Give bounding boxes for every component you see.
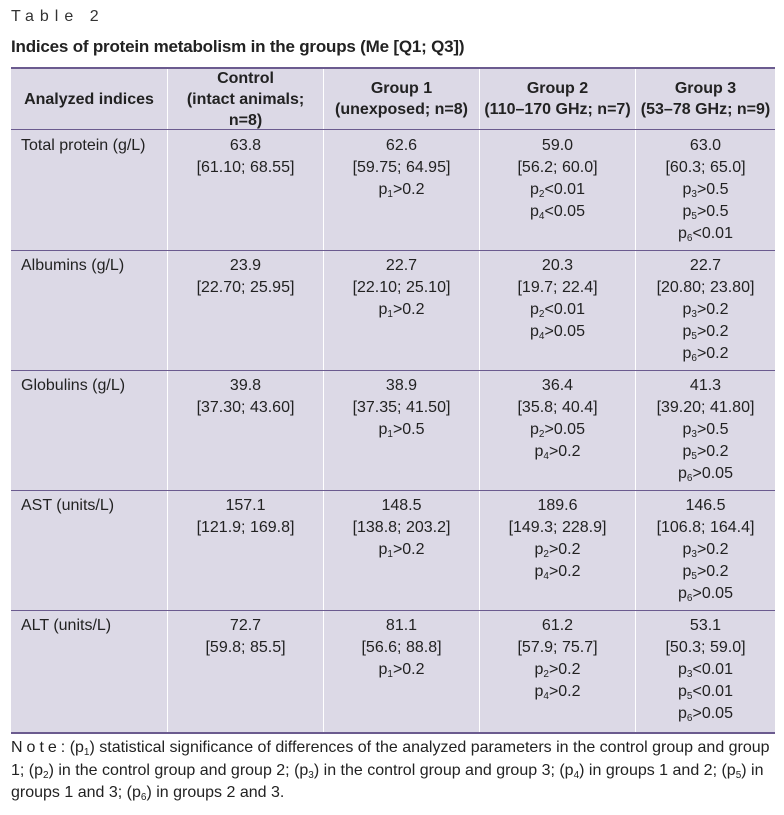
quartile-range: [149.3; 228.9]	[508, 519, 607, 536]
header-line: Group 1	[370, 80, 433, 97]
p-value: $p_3>0.2$	[682, 541, 729, 560]
header-line: (110–170 GHz; n=7)	[484, 101, 631, 118]
quartile-range: [39.20; 41.80]	[656, 399, 755, 416]
quartile-range: [37.35; 41.50]	[352, 399, 451, 416]
p-value: $p_5>0.2$	[682, 443, 729, 462]
header-line: Group 3	[674, 80, 737, 97]
median-value: 72.7	[229, 617, 262, 634]
p-value: $p_1>0.2$	[378, 661, 425, 680]
quartile-range: [20.80; 23.80]	[656, 279, 755, 296]
note-lead: Note	[11, 739, 61, 756]
median-value: 39.8	[229, 377, 262, 394]
p-value: $p_3<0.01$	[678, 661, 733, 680]
control-cell	[168, 495, 323, 539]
group3-cell	[636, 255, 775, 365]
control-cell	[168, 255, 323, 299]
p-value: $p_1>0.5$	[378, 421, 425, 440]
p-value: $p_2>0.2$	[534, 541, 581, 560]
group1-cell	[324, 255, 479, 321]
median-value: 189.6	[537, 497, 578, 514]
group2-cell	[480, 615, 635, 703]
group1-cell	[324, 615, 479, 681]
quartile-range: [59.75; 64.95]	[352, 159, 451, 176]
median-value: 81.1	[385, 617, 418, 634]
table-row	[11, 250, 775, 370]
quartile-range: [121.9; 169.8]	[196, 519, 295, 536]
header-group-3	[636, 69, 775, 129]
quartile-range: [37.30; 43.60]	[196, 399, 295, 416]
quartile-range: [59.8; 85.5]	[205, 639, 286, 656]
header-line: Control	[217, 69, 274, 87]
p-value: $p_2>0.2$	[534, 661, 581, 680]
p-value: $p_4>0.2$	[534, 563, 581, 582]
header-group-1	[324, 69, 479, 129]
group1-cell	[324, 495, 479, 561]
row-label: AST (units/L)	[21, 497, 115, 514]
group2-cell	[480, 375, 635, 463]
table-row	[11, 610, 775, 730]
table-row	[11, 130, 775, 250]
quartile-range: [19.7; 22.4]	[517, 279, 598, 296]
group2-cell	[480, 255, 635, 343]
p-value: $p_2>0.05$	[530, 421, 585, 440]
p-value: $p_5>0.5$	[682, 203, 729, 222]
control-cell	[168, 135, 323, 179]
p-value: $p_6>0.2$	[682, 345, 729, 364]
header-analyzed-indices	[11, 69, 167, 129]
median-value: 146.5	[685, 497, 726, 514]
p-value: $p_1>0.2$	[378, 181, 425, 200]
group3-cell	[636, 615, 775, 725]
group1-cell	[324, 375, 479, 441]
median-value: 53.1	[689, 617, 722, 634]
p-value: $p_1>0.2$	[378, 301, 425, 320]
header-control	[168, 69, 323, 129]
group3-cell	[636, 375, 775, 485]
p-value: $p_4>0.05$	[530, 323, 585, 342]
p-value: $p_6>0.05$	[678, 585, 733, 604]
control-cell	[168, 615, 323, 659]
header-line: (53–78 GHz; n=9)	[640, 101, 771, 118]
header-line: Group 2	[526, 80, 589, 97]
p-value: $p_2<0.01$	[530, 301, 585, 320]
median-value: 20.3	[541, 257, 574, 274]
header-line: (intact animals; n=8)	[186, 90, 305, 129]
table-note: Note: $(p_1)$ statistical significance of differences of the analyzed parameters in the control group and group 1; $(p_2)$ in the control group and group 2; $(p_3)$ in the control group and group 3; $(p_4)$ in groups 1 and 2; $(p_5)$ in groups 1 and 3; $(p_6)$ in groups 2 and 3.	[11, 739, 770, 803]
table-title: Indices of protein metabolism in the groups (Me [Q1; Q3])	[11, 37, 465, 56]
median-value: 61.2	[541, 617, 574, 634]
group3-cell	[636, 135, 775, 245]
header-group-2	[480, 69, 635, 129]
row-label: Total protein (g/L)	[21, 137, 146, 154]
p-value: $p_3>0.5$	[682, 181, 729, 200]
row-label: ALT (units/L)	[21, 617, 112, 634]
table-row	[11, 370, 775, 490]
median-value: 23.9	[229, 257, 262, 274]
table-row	[11, 490, 775, 610]
group3-cell	[636, 495, 775, 605]
median-value: 59.0	[541, 137, 574, 154]
row-label: Albumins (g/L)	[21, 257, 125, 274]
median-value: 63.0	[689, 137, 722, 154]
p-value: $p_5>0.2$	[682, 323, 729, 342]
table-label: Table 2	[11, 8, 105, 25]
median-value: 63.8	[229, 137, 262, 154]
median-value: 36.4	[541, 377, 574, 394]
p-value: $p_5>0.2$	[682, 563, 729, 582]
p-value: $p_4>0.2$	[534, 683, 581, 702]
median-value: 38.9	[385, 377, 418, 394]
quartile-range: [35.8; 40.4]	[517, 399, 598, 416]
p-value: $p_6>0.05$	[678, 705, 733, 724]
row-label: Globulins (g/L)	[21, 377, 126, 394]
header-line: Analyzed indices	[24, 90, 154, 108]
quartile-range: [22.10; 25.10]	[352, 279, 451, 296]
group2-cell	[480, 135, 635, 223]
quartile-range: [60.3; 65.0]	[665, 159, 746, 176]
group1-cell	[324, 135, 479, 201]
quartile-range: [56.2; 60.0]	[517, 159, 598, 176]
quartile-range: [22.70; 25.95]	[196, 279, 295, 296]
control-cell	[168, 375, 323, 419]
median-value: 22.7	[385, 257, 418, 274]
median-value: 22.7	[689, 257, 722, 274]
p-value: $p_4<0.05$	[530, 203, 585, 222]
quartile-range: [61.10; 68.55]	[196, 159, 295, 176]
quartile-range: [138.8; 203.2]	[352, 519, 451, 536]
median-value: 62.6	[385, 137, 418, 154]
group2-cell	[480, 495, 635, 583]
quartile-range: [50.3; 59.0]	[665, 639, 746, 656]
p-value: $p_5<0.01$	[678, 683, 733, 702]
p-value: $p_3>0.2$	[682, 301, 729, 320]
quartile-range: [106.8; 164.4]	[656, 519, 755, 536]
median-value: 157.1	[225, 497, 266, 514]
header-line: (unexposed; n=8)	[335, 101, 468, 118]
table-header-row	[11, 69, 775, 130]
p-value: $p_4>0.2$	[534, 443, 581, 462]
quartile-range: [56.6; 88.8]	[361, 639, 442, 656]
p-value: $p_6>0.05$	[678, 465, 733, 484]
median-value: 148.5	[381, 497, 422, 514]
p-value: $p_6<0.01$	[678, 225, 733, 244]
median-value: 41.3	[689, 377, 722, 394]
p-value: $p_1>0.2$	[378, 541, 425, 560]
quartile-range: [57.9; 75.7]	[517, 639, 598, 656]
p-value: $p_2<0.01$	[530, 181, 585, 200]
data-table	[11, 67, 775, 734]
p-value: $p_3>0.5$	[682, 421, 729, 440]
